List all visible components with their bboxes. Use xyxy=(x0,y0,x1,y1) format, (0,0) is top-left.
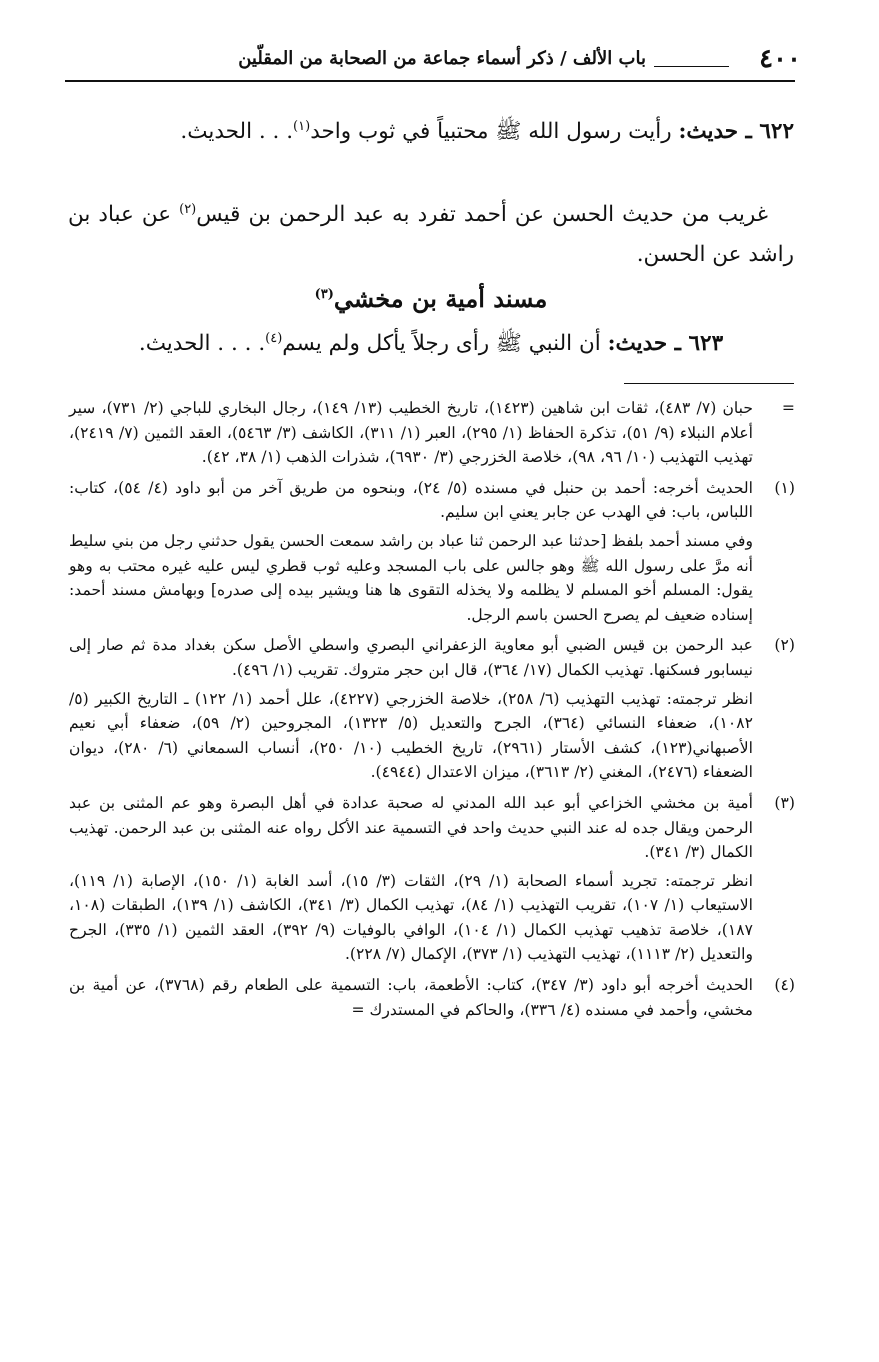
footnote-ref[interactable]: (٣) xyxy=(314,287,334,302)
footnote-text: وفي مسند أحمد بلفظ [حدثنا عبد الرحمن ثنا عباد بن راشد سمعت الحسن يقول حدثني رجل من بني سليط أنه مرَّ على رسول الله ﷺ وهو جالس على باب المسجد وعليه ثوب قطري ليس عليه غيره محتب به وهو يقول: المسلم أخو المسلم لا يظلمه ولا يخذله التقوى ها هنا ويشير بيده إلى صدره] وبهامش مسند أحمد: إسناده ضعيف لم يصرح الحسن باسم الرجل. xyxy=(69,531,754,624)
footnote-continuation xyxy=(69,396,795,470)
footnote-text: انظر ترجمته: تهذيب التهذيب (٦/ ٢٥٨)، خلاصة الخزرجي (٤٢٢٧)، علل أحمد (١/ ١٢٢) ـ التاريخ الكبير (٥/ ١٠٨٢)، ضعفاء النسائي (٣٦٤)، الجرح والتعديل (٥/ ١٣٢٣)، المجروحين (٢/ ٥٩)، ضعفاء أبي نعيم الأصبهاني(١٢٣)، كشف الأستار (٢٩٦١)، تاريخ الخطيب (١٠/ ٢٥٠)، أنساب السمعاني (٦/ ٢٨٠)، ديوان الضعفاء (٢٤٧٦)، المغني (٢/ ٣٦١٣)، ميزان الاعتدال (٤٩٤٤). xyxy=(69,689,754,782)
running-title: باب الألف / ذكر أسماء جماعة من الصحابة من المقلّين xyxy=(238,48,646,69)
heading-text: مسند أمية بن مخشي xyxy=(333,284,548,313)
footnote-text: الحديث أخرجه: أحمد بن حنبل في مسنده (٥/ ٢٤)، وبنحوه من طريق آخر من أبو داود (٤/ ٥٤)، كتاب: اللباس، باب: في الهدب عن جابر يعني ابن سليم. xyxy=(69,478,753,522)
footnote-number: = xyxy=(781,399,795,417)
hadith-text: أن النبي ﷺ رأى رجلاً يأكل ولم يسم xyxy=(282,331,608,356)
hadith-ending: . . . الحديث. xyxy=(180,119,294,144)
footnote-1 xyxy=(69,476,795,628)
paragraph-text: غريب من حديث الحسن عن أحمد تفرد به عبد الرحمن بن قيس xyxy=(196,202,768,227)
footnote-ref[interactable]: (١) xyxy=(293,118,311,134)
footnotes xyxy=(69,396,795,1028)
header-rule xyxy=(65,80,795,82)
footnote-text: أمية بن مخشي الخزاعي أبو عبد الله المدني له صحبة عدادة في أهل البصرة وهو عم المثنى بن عبد الرحمن ويقال جده له عند النبي حديث واحد في التسمية عند الأكل رواه عنه المثنى بن عبد الرحمن. تهذيب الكمال (٣/ ٣٤١). xyxy=(69,793,753,862)
section-heading xyxy=(68,284,794,313)
footnote-number: (٢) xyxy=(774,636,795,655)
footnote-4 xyxy=(69,973,795,1022)
footnote-ref[interactable]: (٤) xyxy=(265,330,283,346)
header-dash xyxy=(654,66,729,67)
hadith-text: رأيت رسول الله ﷺ محتبياً في ثوب واحد xyxy=(310,119,679,144)
paragraph-text-end: عن عباد بن راشد عن الحسن. xyxy=(68,202,794,267)
footnote-text: الحديث أخرجه أبو داود (٣/ ٣٤٧)، كتاب: الأطعمة، باب: التسمية على الطعام رقم (٣٧٦٨)، عن أمية بن مخشي، وأحمد في مسنده (٤/ ٣٣٦)، والحاكم في المستدرك = xyxy=(69,976,754,1019)
footnote-2 xyxy=(69,633,795,785)
hadith-623 xyxy=(68,324,794,364)
hadith-number: ٦٢٣ ـ حديث: xyxy=(607,331,724,356)
footnote-text: انظر ترجمته: تجريد أسماء الصحابة (١/ ٢٩)، الثقات (٣/ ١٥)، أسد الغابة (١/ ١٥٠)، الإصابة (١/ ١١٩)، الاستيعاب (١/ ١٠٧)، تقريب التهذيب (١/ ٨٤)، تهذيب الكمال (٣/ ٣٤١)، الكاشف (١/ ١٣٩)، الطبقات (١٠٨، ١٨٧)، خلاصة تذهيب تهذيب الكمال (١/ ١٠٤)، الوافي بالوفيات (٩/ ٣٩٢)، العقد الثمين (١/ ٣٣٥)، الجرح والتعديل (٢/ ١١١٣)، تهذيب التهذيب (١/ ٣٧٣)، الإكمال (٧/ ٢٢٨). xyxy=(69,871,753,964)
footnote-separator xyxy=(624,383,794,384)
hadith-number: ٦٢٢ ـ حديث: xyxy=(678,119,794,144)
footnote-text: عبد الرحمن بن قيس الضبي أبو معاوية الزعفراني البصري واسطي الأصل سكن بغداد مدة ثم صار إلى نيسابور فسكنها. تهذيب الكمال (١٧/ ٣٦٤)، قال ابن حجر متروك. تقريب (١/ ٤٩٦). xyxy=(69,636,753,679)
page-header xyxy=(60,38,801,78)
footnote-3 xyxy=(69,791,795,967)
footnote-number: (٤) xyxy=(774,976,795,995)
hadith-622 xyxy=(68,112,794,152)
hadith-ending: . . . . الحديث. xyxy=(138,331,266,356)
commentary-paragraph xyxy=(68,195,794,275)
footnote-number: (٣) xyxy=(774,793,795,812)
footnote-text: حبان (٧/ ٤٨٣)، ثقات ابن شاهين (١٤٢٣)، تاريخ الخطيب (١٣/ ١٤٩)، رجال البخاري للباجي (٢/ ٧٣١)، سير أعلام النبلاء (٩/ ٥١)، تذكرة الحفاظ (١/ ٢٩٥)، العبر (١/ ٣١١)، الكاشف (٣/ ٥٤٦٣)، العقد الثمين (٧/ ٢٤١٩)، تهذيب التهذيب (١٠/ ٩٦، ٩٨)، خلاصة الخزرجي (٣/ ٦٩٣٠)، شذرات الذهب (١/ ٣٨، ٤٢). xyxy=(69,399,754,467)
footnote-number: (١) xyxy=(774,478,795,497)
footnote-ref[interactable]: (٢) xyxy=(179,201,197,217)
page-number: ٤٠٠ xyxy=(759,44,801,74)
